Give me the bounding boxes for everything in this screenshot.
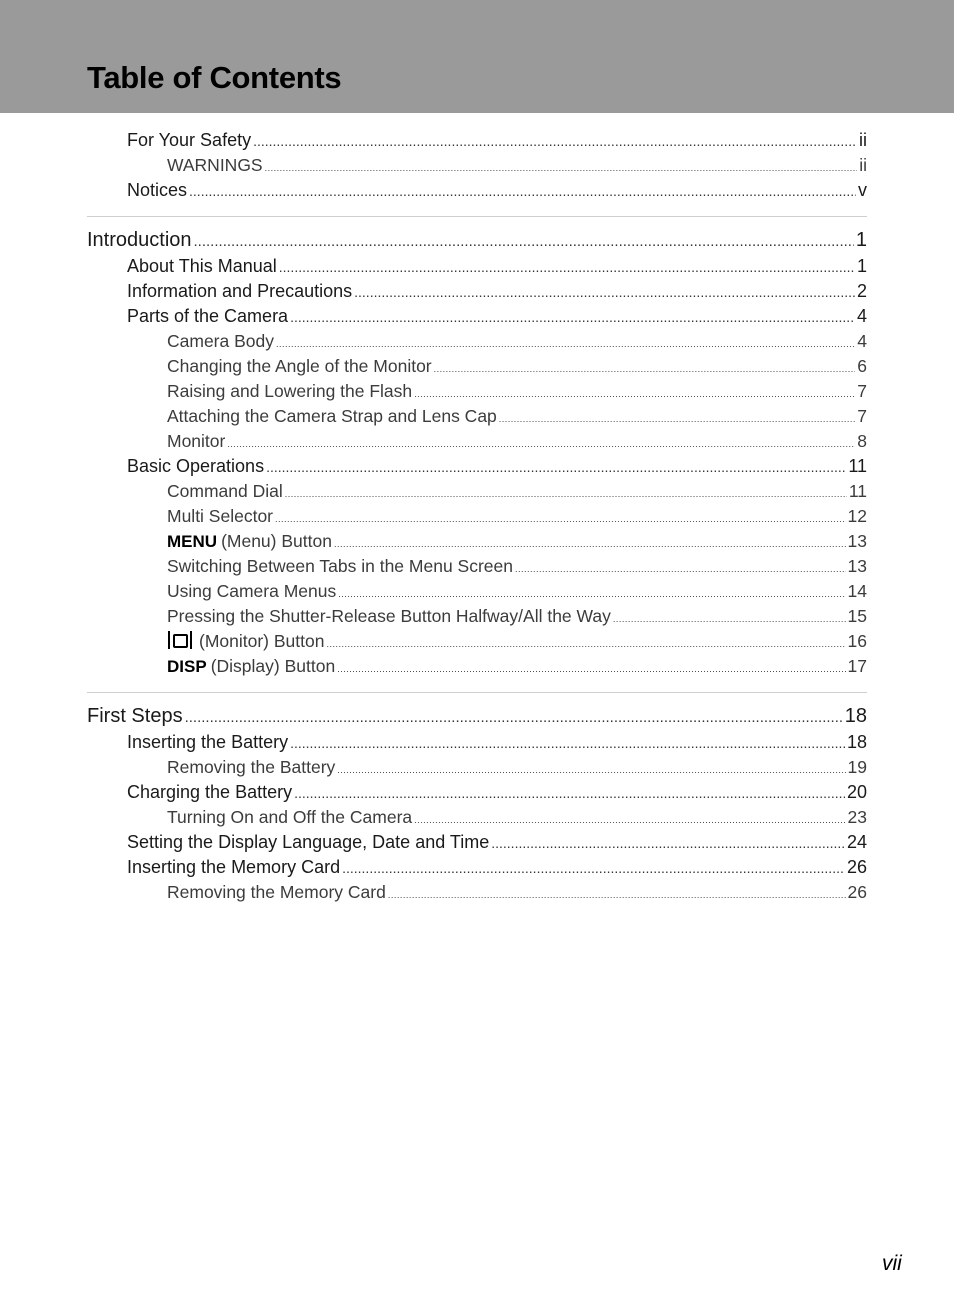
toc-entry-level-1[interactable] xyxy=(87,128,867,153)
dot-leader xyxy=(354,280,855,304)
toc-entry-level-2[interactable] xyxy=(87,429,867,454)
toc-entry-level-2[interactable] xyxy=(87,329,867,354)
dot-leader xyxy=(491,831,845,855)
dot-leader xyxy=(189,179,856,203)
toc-entry-text: Attaching the Camera Strap and Lens Cap xyxy=(167,406,497,426)
toc-entry-page: 4 xyxy=(856,306,867,326)
dot-leader xyxy=(194,228,854,254)
toc-entry-page: 1 xyxy=(856,256,867,276)
section-divider xyxy=(87,216,867,217)
toc-entry-level-1[interactable] xyxy=(87,780,867,805)
toc-entry-page: 24 xyxy=(846,832,867,852)
toc-entry-level-2[interactable] xyxy=(87,153,867,178)
toc-entry-level-2[interactable] xyxy=(87,354,867,379)
toc-entry-text: Using Camera Menus xyxy=(167,581,337,601)
dot-leader xyxy=(334,532,846,554)
toc-entry-text: Introduction xyxy=(87,229,192,251)
toc-entry-label xyxy=(167,329,276,354)
toc-entry-level-1[interactable] xyxy=(87,730,867,755)
toc-entry-page: 7 xyxy=(857,381,867,401)
dot-leader xyxy=(185,704,843,730)
toc-entry-label xyxy=(167,504,275,529)
toc-entry-level-1[interactable] xyxy=(87,855,867,880)
toc-entry-level-2[interactable] xyxy=(87,579,867,604)
toc-entry-text: Charging the Battery xyxy=(127,782,293,802)
toc-entry-text: Inserting the Memory Card xyxy=(127,857,341,877)
toc-entry-page: 26 xyxy=(846,857,867,877)
toc-entry-text: Command Dial xyxy=(167,481,283,501)
toc-entry-page: 7 xyxy=(857,406,867,426)
toc-entry-page: 23 xyxy=(847,807,867,827)
dot-leader xyxy=(613,607,846,629)
toc-entry-page: 18 xyxy=(844,705,867,727)
toc-entry-text: Removing the Memory Card xyxy=(167,882,386,902)
toc-entry-label xyxy=(87,703,185,730)
toc-entry-level-1[interactable] xyxy=(87,178,867,203)
toc-entry-label xyxy=(87,227,194,254)
toc-section xyxy=(87,227,867,679)
toc-entry-text: Changing the Angle of the Monitor xyxy=(167,356,432,376)
toc-entry-label xyxy=(167,153,265,178)
toc-entry-page: 13 xyxy=(847,556,867,576)
toc-entry-level-0[interactable] xyxy=(87,703,867,730)
toc-entry-level-2[interactable] xyxy=(87,529,867,554)
dot-leader xyxy=(414,382,855,404)
toc-entry-page: 19 xyxy=(847,757,867,777)
toc-entry-text: Inserting the Battery xyxy=(127,732,289,752)
toc-entry-text: (Menu) Button xyxy=(221,531,332,551)
toc-entry-text: Parts of the Camera xyxy=(127,306,289,326)
toc-entry-text: (Monitor) Button xyxy=(199,631,325,651)
toc-entry-page: 11 xyxy=(848,456,867,476)
toc-entry-text: First Steps xyxy=(87,705,183,727)
dot-leader xyxy=(388,883,846,905)
toc-entry-level-1[interactable] xyxy=(87,279,867,304)
dot-leader xyxy=(275,507,846,529)
toc-entry-label xyxy=(167,629,326,654)
toc-entry-page: 11 xyxy=(848,481,867,501)
toc-entry-page: 17 xyxy=(847,656,867,676)
toc-section xyxy=(87,703,867,905)
toc-entry-label xyxy=(167,529,334,554)
toc-entry-page: ii xyxy=(859,130,867,150)
toc-entry-page: 4 xyxy=(857,331,867,351)
toc-entry-text: Information and Precautions xyxy=(127,281,353,301)
toc-entry-label xyxy=(167,805,414,830)
dot-leader xyxy=(294,781,845,805)
toc-entry-label xyxy=(167,654,337,679)
toc-entry-level-1[interactable] xyxy=(87,454,867,479)
table-of-contents xyxy=(87,128,867,905)
toc-entry-level-1[interactable] xyxy=(87,254,867,279)
toc-entry-page: 8 xyxy=(857,431,867,451)
toc-entry-level-2[interactable] xyxy=(87,629,867,654)
toc-entry-text: Setting the Display Language, Date and Time xyxy=(127,832,490,852)
toc-entry-page: 14 xyxy=(847,581,867,601)
toc-entry-text: WARNINGS xyxy=(167,155,263,175)
toc-section xyxy=(87,128,867,203)
toc-entry-page: 12 xyxy=(847,506,867,526)
toc-entry-level-2[interactable] xyxy=(87,504,867,529)
dot-leader xyxy=(337,657,845,679)
dot-leader xyxy=(338,582,845,604)
toc-entry-label xyxy=(167,404,499,429)
toc-entry-text: Basic Operations xyxy=(127,456,265,476)
toc-entry-level-2[interactable] xyxy=(87,479,867,504)
monitor-symbol-icon xyxy=(167,631,193,649)
toc-entry-label xyxy=(167,755,337,780)
dot-leader xyxy=(253,129,857,153)
section-divider xyxy=(87,692,867,693)
toc-entry-label xyxy=(167,479,285,504)
toc-entry-level-2[interactable] xyxy=(87,404,867,429)
page-number: vii xyxy=(882,1252,902,1275)
dot-leader xyxy=(285,482,847,504)
toc-entry-text: Multi Selector xyxy=(167,506,274,526)
dot-leader xyxy=(227,432,855,454)
dot-leader xyxy=(326,632,845,654)
toc-entry-page: 2 xyxy=(856,281,867,301)
toc-entry-text: Camera Body xyxy=(167,331,274,351)
toc-entry-level-2[interactable] xyxy=(87,880,867,905)
toc-entry-level-1[interactable] xyxy=(87,830,867,855)
toc-entry-label xyxy=(167,579,338,604)
toc-entry-label xyxy=(127,128,253,153)
toc-entry-label xyxy=(167,379,414,404)
toc-entry-page: 26 xyxy=(847,882,867,902)
toc-entry-label xyxy=(167,880,388,905)
toc-entry-text: Pressing the Shutter-Release Button Halfway/All the Way xyxy=(167,606,611,626)
dot-leader xyxy=(337,758,845,780)
toc-entry-label xyxy=(127,780,294,805)
toc-entry-level-2[interactable] xyxy=(87,805,867,830)
toc-entry-label xyxy=(127,730,290,755)
dot-leader xyxy=(290,731,845,755)
toc-entry-text: Raising and Lowering the Flash xyxy=(167,381,413,401)
disp-symbol-icon: DISP xyxy=(167,657,207,676)
toc-entry-level-2[interactable] xyxy=(87,755,867,780)
dot-leader xyxy=(265,156,858,178)
dot-leader xyxy=(276,332,855,354)
toc-entry-page: 15 xyxy=(847,606,867,626)
dot-leader xyxy=(279,255,855,279)
toc-entry-label xyxy=(127,304,290,329)
toc-entry-label xyxy=(127,855,342,880)
toc-entry-page: 18 xyxy=(846,732,867,752)
toc-entry-label xyxy=(127,454,266,479)
toc-entry-label xyxy=(127,830,491,855)
dot-leader xyxy=(290,305,855,329)
dot-leader xyxy=(515,557,846,579)
toc-entry-level-1[interactable] xyxy=(87,304,867,329)
toc-entry-label xyxy=(167,429,227,454)
toc-entry-page: ii xyxy=(859,155,867,175)
toc-entry-page: 20 xyxy=(846,782,867,802)
toc-entry-text: Notices xyxy=(127,180,188,200)
toc-entry-label xyxy=(167,354,434,379)
dot-leader xyxy=(414,808,845,830)
toc-entry-text: Removing the Battery xyxy=(167,757,336,777)
toc-entry-label xyxy=(167,604,613,629)
toc-entry-level-0[interactable] xyxy=(87,227,867,254)
toc-entry-level-2[interactable] xyxy=(87,654,867,679)
toc-entry-page: 13 xyxy=(847,531,867,551)
toc-entry-text: About This Manual xyxy=(127,256,277,276)
toc-entry-level-2[interactable] xyxy=(87,379,867,404)
toc-entry-label xyxy=(127,178,189,203)
toc-entry-label xyxy=(127,254,279,279)
toc-entry-page: 16 xyxy=(847,631,867,651)
toc-entry-text: Switching Between Tabs in the Menu Screen xyxy=(167,556,513,576)
toc-entry-text: For Your Safety xyxy=(127,130,252,150)
header-banner xyxy=(0,0,954,113)
dot-leader xyxy=(434,357,856,379)
dot-leader xyxy=(266,455,846,479)
toc-entry-label xyxy=(127,279,354,304)
toc-entry-page: v xyxy=(858,180,867,200)
toc-entry-text: (Display) Button xyxy=(210,656,336,676)
dot-leader xyxy=(499,407,855,429)
toc-entry-label xyxy=(167,554,515,579)
toc-entry-level-2[interactable] xyxy=(87,604,867,629)
page-title: Table of Contents xyxy=(87,60,342,95)
dot-leader xyxy=(342,856,845,880)
toc-entry-level-2[interactable] xyxy=(87,554,867,579)
toc-entry-text: Monitor xyxy=(167,431,226,451)
toc-entry-text: Turning On and Off the Camera xyxy=(167,807,413,827)
toc-entry-page: 1 xyxy=(855,229,867,251)
toc-entry-page: 6 xyxy=(857,356,867,376)
menu-symbol-icon: MENU xyxy=(167,532,218,551)
